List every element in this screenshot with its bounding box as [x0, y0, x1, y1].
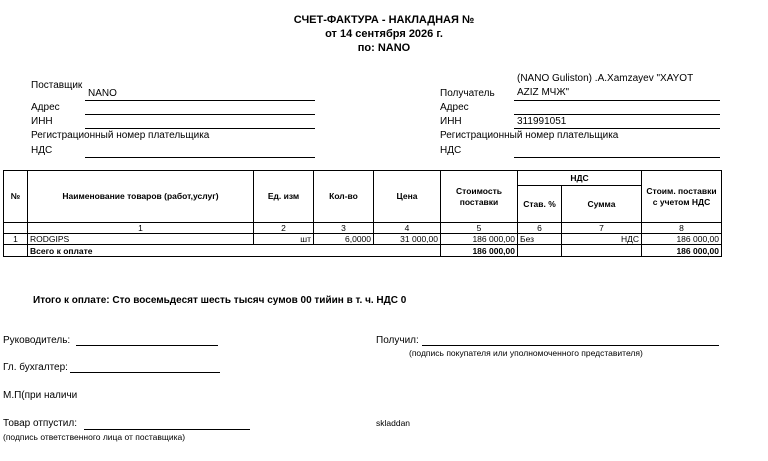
total-with-vat: 186 000,00 — [642, 245, 722, 257]
col-number: 7 — [562, 223, 642, 234]
recipient-value-line1: (NANO Guliston) .A.Xamzayev "XAYOT — [517, 73, 694, 84]
accountant-label: Гл. бухгалтер: — [3, 362, 68, 373]
supplier-address-underline — [85, 114, 315, 115]
total-row — [4, 245, 722, 257]
header-name: Наименование товаров (работ,услуг) — [28, 171, 254, 223]
row-name: RODGIPS — [28, 234, 254, 245]
recipient-address-label: Адрес — [440, 102, 469, 113]
released-note: (подпись ответственного лица от поставщика) — [3, 432, 186, 442]
header-num: № — [4, 171, 28, 223]
recipient-inn-label: ИНН — [440, 116, 462, 127]
recipient-label: Получатель — [440, 88, 495, 99]
col-number: 1 — [28, 223, 254, 234]
supplier-value: NANO — [88, 88, 117, 99]
supplier-label: Поставщик — [31, 80, 83, 91]
recipient-inn-value: 311991051 — [517, 116, 567, 127]
received-note: (подпись покупателя или уполномоченного представителя) — [409, 348, 643, 358]
row-num: 1 — [4, 234, 28, 245]
document-date: от 14 сентября 2026 г. — [325, 28, 443, 40]
header-cost: Стоимость поставки — [441, 171, 518, 223]
header-qty: Кол-во — [314, 171, 374, 223]
director-label: Руководитель: — [3, 335, 71, 346]
amount-in-words: Итого к оплате: Сто восемьдесят шесть тысяч сумов 00 тийин в т. ч. НДС 0 — [33, 295, 407, 306]
row-cost: 186 000,00 — [441, 234, 518, 245]
supplier-inn-underline — [85, 128, 315, 129]
header-unit: Ед. изм — [254, 171, 314, 223]
header-vat-sum: Сумма — [562, 186, 642, 223]
supplier-vat-label: НДС — [31, 145, 53, 156]
col-number: 6 — [518, 223, 562, 234]
supplier-inn-label: ИНН — [31, 116, 53, 127]
col-number — [4, 223, 28, 234]
header-vat-group: НДС — [518, 171, 642, 186]
recipient-address-underline — [514, 114, 720, 115]
row-qty: 6,0000 — [314, 234, 374, 245]
stamp-label: М.П(при наличи — [3, 390, 78, 401]
supplier-reg-label: Регистрационный номер плательщика — [31, 130, 210, 141]
recipient-value-line2: AZIZ МЧЖ" — [517, 87, 570, 98]
recipient-inn-underline — [514, 128, 720, 129]
col-number: 8 — [642, 223, 722, 234]
table-row — [4, 234, 722, 245]
released-label: Товар отпустил: — [3, 418, 77, 429]
col-number: 2 — [254, 223, 314, 234]
supplier-vat-underline — [85, 157, 315, 158]
header-vat-rate: Став. % — [518, 186, 562, 223]
row-vat-rate: Без — [518, 234, 562, 245]
released-signature-line — [84, 429, 250, 430]
received-signature-line — [422, 345, 719, 346]
warehouse-label: skladdan — [376, 418, 411, 428]
recipient-vat-label: НДС — [440, 145, 462, 156]
director-signature-line — [76, 345, 218, 346]
recipient-underline — [514, 100, 720, 101]
recipient-reg-label: Регистрационный номер плательщика — [440, 130, 619, 141]
row-unit: шт — [254, 234, 314, 245]
col-number: 4 — [374, 223, 441, 234]
row-total: 186 000,00 — [642, 234, 722, 245]
supplier-address-label: Адрес — [31, 102, 60, 113]
row-vat-sum: НДС — [562, 234, 642, 245]
received-label: Получил: — [376, 335, 419, 346]
recipient-vat-underline — [514, 157, 720, 158]
row-price: 31 000,00 — [374, 234, 441, 245]
document-basis: по: NANO — [357, 42, 411, 54]
total-cost: 186 000,00 — [441, 245, 518, 257]
accountant-signature-line — [70, 372, 220, 373]
supplier-underline — [85, 100, 315, 101]
header-price: Цена — [374, 171, 441, 223]
col-number: 3 — [314, 223, 374, 234]
col-number: 5 — [441, 223, 518, 234]
document-title: СЧЕТ-ФАКТУРА - НАКЛАДНАЯ № — [293, 14, 475, 26]
invoice-table — [3, 170, 722, 257]
total-label: Всего к оплате — [28, 245, 441, 257]
header-total: Стоим. поставки с учетом НДС — [642, 171, 722, 223]
